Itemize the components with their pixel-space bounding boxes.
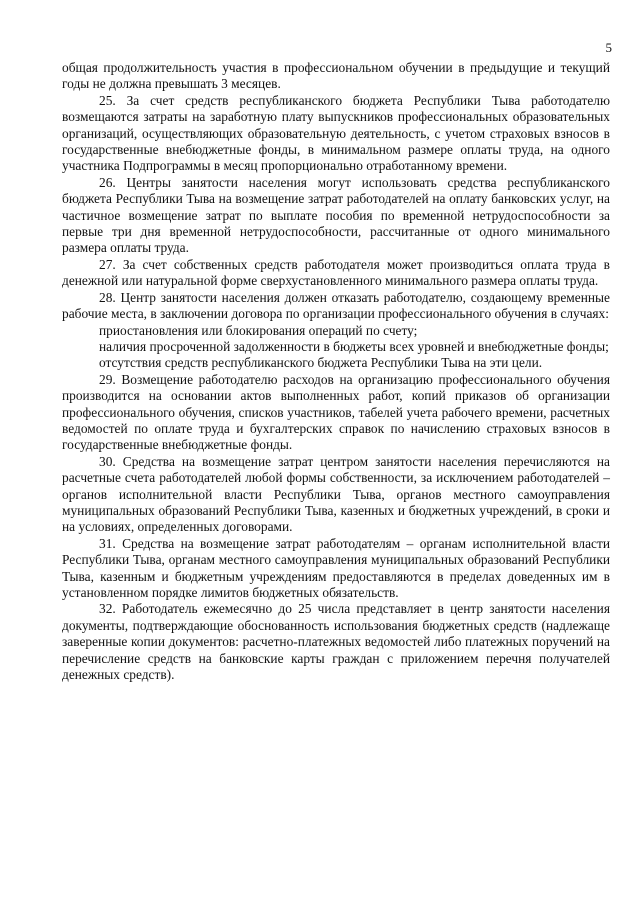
paragraph-31: 31. Средства на возмещение затрат работодателям – органам исполнительной власти Республики Тыва, органам местного самоуправления муниципальных образований Республики Тыва, казенным и бюджетным учреждениям предоставляются в пределах доведенных им в установленном порядке лимитов бюджетных обязательств. bbox=[62, 535, 610, 600]
paragraph-29: 29. Возмещение работодателю расходов на организацию профессионального обучения производится на основании актов выполненных работ, копий приказов об организации профессионального обучения, списков участников, табелей учета рабочего времени, расчетных ведомостей по оплате труда и бухгалтерских справок по начислению страховых взносов в государственные внебюджетные фонды. bbox=[62, 371, 610, 453]
paragraph-28-item-2: наличия просроченной задолженности в бюджеты всех уровней и внебюджетные фонды; bbox=[99, 338, 609, 354]
document-body bbox=[62, 60, 610, 683]
paragraph-30: 30. Средства на возмещение затрат центром занятости населения перечисляются на расчетные счета работодателей любой формы собственности, за исключением работодателей – органов исполнительной власти Республики Тыва, органов местного самоуправления муниципальных образований Республики Тыва, казенных и бюджетных учреждений, в сроки и на условиях, определенных договорами. bbox=[62, 453, 610, 535]
paragraph-27: 27. За счет собственных средств работодателя может производиться оплата труда в денежной или натуральной форме сверхустановленного минимального размера оплаты труда. bbox=[62, 256, 610, 289]
paragraph-25: 25. За счет средств республиканского бюджета Республики Тыва работодателю возмещаются затраты на заработную плату выпускников профессиональных образовательных организаций, осуществляющих образовательную деятельность, с учетом страховых взносов в государственные внебюджетные фонды, в минимальном размере оплаты труда, на одного участника Подпрограммы в месяц пропорционально отработанному времени. bbox=[62, 92, 610, 174]
paragraph-32: 32. Работодатель ежемесячно до 25 числа представляет в центр занятости населения документы, подтверждающие обоснованность использования бюджетных средств (надлежаще заверенные копии документов: расчетно-платежных ведомостей либо платежных поручений на перечисление средств на банковские карты граждан с приложением перечня получателей денежных средств). bbox=[62, 601, 610, 683]
paragraph-28: 28. Центр занятости населения должен отказать работодателю, создающему временные рабочие места, в заключении договора по организации профессионального обучения в случаях: bbox=[62, 289, 610, 322]
paragraph-28-item-3: отсутствия средств республиканского бюджета Республики Тыва на эти цели. bbox=[99, 355, 543, 371]
paragraph-26: 26. Центры занятости населения могут использовать средства республиканского бюджета Республики Тыва на возмещение затрат работодателей на оплату банковских услуг, на частичное возмещение затрат по выплате пособия по временной нетрудоспособности за первые три дня временной нетрудоспособности, рассчитанные от одного минимального размера оплаты труда. bbox=[62, 174, 610, 256]
page-number: 5 bbox=[605, 40, 612, 55]
paragraph-continuation: общая продолжительность участия в профессиональном обучении в предыдущие и текущий годы не должна превышать 3 месяцев. bbox=[62, 60, 610, 92]
paragraph-28-item-1: приостановления или блокирования операций по счету; bbox=[99, 322, 418, 338]
